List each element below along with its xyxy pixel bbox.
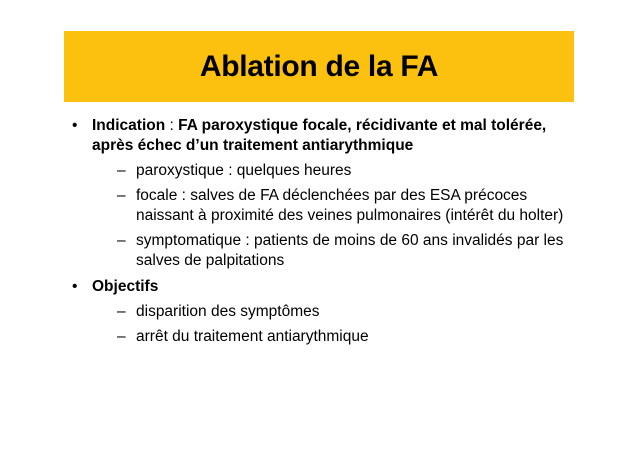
bullet-indication (72, 116, 572, 271)
slide-content (72, 116, 572, 353)
subitem-text: symptomatique : patients de moins de 60 ans invalidés par les salves de palpitations (136, 232, 564, 269)
objectifs-label: Objectifs (92, 278, 159, 295)
subitem-arret (92, 327, 572, 347)
subitem-text: focale : salves de FA déclenchées par des ESA précoces naissant à proximité des veines pulmonaires (intérêt du holter) (136, 187, 564, 224)
bullet-symbol: • (72, 278, 78, 295)
dash-symbol: – (117, 328, 126, 345)
indication-label: Indication (92, 117, 166, 134)
dash-symbol: – (117, 303, 126, 320)
slide-title: Ablation de la FA (199, 49, 439, 83)
indication-separator: : (165, 117, 179, 134)
subitem-focale (92, 186, 572, 226)
subitem-symptomatique (92, 231, 572, 271)
bullet-symbol: • (72, 117, 78, 134)
dash-symbol: – (117, 187, 126, 204)
subitem-text: arrêt du traitement antiarythmique (136, 328, 369, 345)
subitem-disparition (92, 302, 572, 322)
bullet-objectifs (72, 277, 572, 347)
subitem-text: paroxystique : quelques heures (136, 162, 352, 179)
dash-symbol: – (117, 232, 126, 249)
title-banner (64, 31, 574, 102)
subitem-text: disparition des symptômes (136, 303, 320, 320)
indication-text: FA paroxystique focale, récidivante et mal tolérée, après échec d’un traitement antiarythmique (92, 117, 547, 154)
dash-symbol: – (117, 162, 126, 179)
subitem-paroxystique (92, 161, 572, 181)
